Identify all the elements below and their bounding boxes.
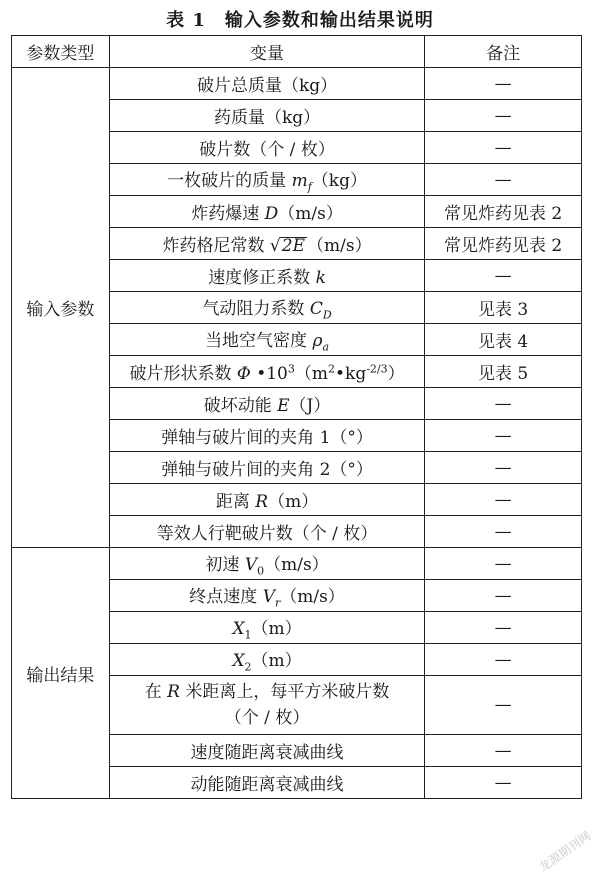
note-cell: — [425,132,582,164]
variable-cell: 速度随距离衰减曲线 [109,735,425,767]
variable-cell: $X_1(m)$ [109,612,425,644]
variable-cell: 一枚破片的质量 $m_f(kg)$ [109,164,425,196]
note-cell: 见表 4 [425,324,582,356]
table-row [12,68,582,100]
table-row [12,548,582,580]
variable-cell: 当地空气密度 $\rho_a$ [109,324,425,356]
variable-cell: 炸药爆速 D（m/s） [109,196,425,228]
note-cell: — [425,767,582,799]
variable-cell: 距离 R（m） [109,484,425,516]
note-cell: — [425,612,582,644]
header-note: 备注 [425,36,582,68]
variable-cell: 弹轴与破片间的夹角 1（°） [109,420,425,452]
note-cell: — [425,388,582,420]
note-cell: — [425,644,582,676]
variable-cell: 破片总质量（kg） [109,68,425,100]
variable-cell: $X_2(m)$ [109,644,425,676]
variable-cell: 弹轴与破片间的夹角 2（°） [109,452,425,484]
variable-cell: 速度修正系数 k [109,260,425,292]
variable-cell: 破坏动能 E（J） [109,388,425,420]
watermark: 龙源期刊网 [536,828,594,875]
header-variable: 变量 [109,36,425,68]
note-cell: 常见炸药见表 2 [425,228,582,260]
group-label: 输出结果 [12,548,110,799]
variable-cell: 炸药格尼常数 √2E （m/s） [109,228,425,260]
note-cell: 见表 5 [425,356,582,388]
variable-cell: 初速 $V_0(m/s)$ [109,548,425,580]
variable-cell: 药质量（kg） [109,100,425,132]
note-cell: — [425,676,582,735]
header-param-type: 参数类型 [12,36,110,68]
variable-cell: 等效人行靶破片数（个 / 枚） [109,516,425,548]
variable-cell: 在 R 米距离上，每平方米破片数 （个 / 枚） [109,676,425,735]
variable-cell: 破片形状系数 Φ $•10^3(m^2•kg^{-2/3})$ [109,356,425,388]
note-cell: 常见炸药见表 2 [425,196,582,228]
note-cell: — [425,100,582,132]
table-body [12,68,582,799]
note-cell: — [425,420,582,452]
table-header [12,36,582,68]
note-cell: — [425,164,582,196]
note-cell: — [425,580,582,612]
parameter-table [11,35,582,799]
note-cell: — [425,452,582,484]
table-caption: 表 1 输入参数和输出结果说明 [166,10,434,31]
note-cell: — [425,484,582,516]
note-cell: 见表 3 [425,292,582,324]
note-cell: — [425,548,582,580]
group-label: 输入参数 [12,68,110,548]
note-cell: — [425,516,582,548]
note-cell: — [425,260,582,292]
note-cell: — [425,735,582,767]
variable-cell: 气动阻力系数 $C_D$ [109,292,425,324]
variable-cell: 破片数（个 / 枚） [109,132,425,164]
variable-cell: 动能随距离衰减曲线 [109,767,425,799]
note-cell: — [425,68,582,100]
variable-cell: 终点速度 $V_r(m/s)$ [109,580,425,612]
